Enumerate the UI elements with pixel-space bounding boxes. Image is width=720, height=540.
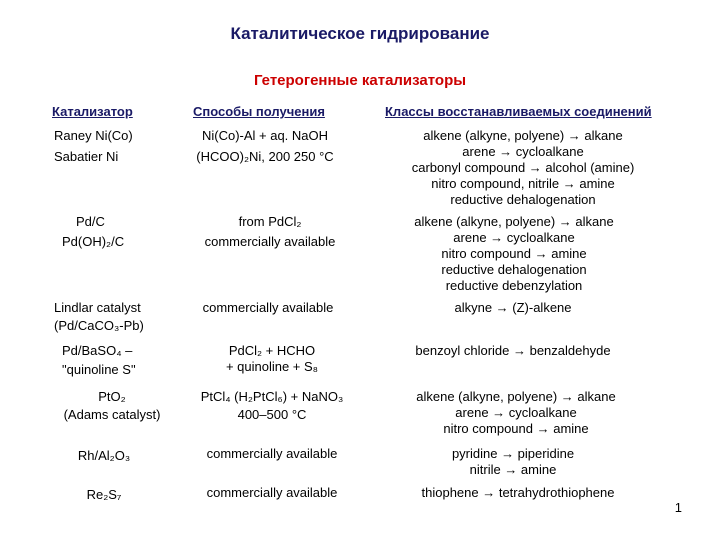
class-line: arene → cycloalkane [455,405,577,420]
classes-cell [366,389,666,437]
class-line: reductive dehalogenation [441,262,587,277]
class-line: arene → cycloalkane [453,230,575,245]
class-line: nitro compound, nitrile → amine [431,176,615,191]
classes-cell [363,300,663,316]
class-line: nitrile → amine [469,462,557,477]
preparation-cell [165,128,365,165]
catalyst-line: Pd/C [76,214,105,229]
preparation-line: 400–500 °C [237,407,307,422]
catalyst-line: (Pd/CaCO₃-Pb) [54,318,144,333]
preparation-line: PtCl₄ (H₂PtCl₆) + NaNO₃ [200,389,344,404]
catalyst-line: Lindlar catalyst [54,300,141,315]
preparation-cell [170,214,370,250]
catalyst-cell [32,389,192,423]
preparation-cell [172,485,372,501]
classes-cell [363,446,663,478]
catalyst-line: PtO₂ [98,389,126,404]
catalyst-line: Rh/Al₂O₃ [77,448,131,463]
preparation-line: commercially available [202,300,334,315]
class-line: pyridine → piperidine [451,446,575,461]
catalyst-line: Re₂S₇ [86,487,122,502]
catalyst-line: Raney Ni(Co) [54,128,133,143]
header-catalyst: Катализатор [52,104,133,119]
classes-cell [364,214,664,294]
preparation-line: commercially available [204,234,336,249]
classes-cell [363,343,663,359]
preparation-line: Ni(Co)-Al + aq. NaOH [201,128,329,143]
catalyst-line: Pd/BaSO₄ – [62,343,133,358]
class-line: alkene (alkyne, polyene) → alkane [416,389,616,404]
classes-cell [373,128,673,208]
class-line: alkyne → (Z)-alkene [454,300,572,315]
preparation-cell [168,300,368,316]
catalyst-line: Pd(OH)₂/C [62,234,125,249]
preparation-cell [172,446,372,462]
class-line: nitro compound → amine [441,246,587,261]
header-preparation: Способы получения [193,104,325,119]
page-subtitle: Гетерогенные катализаторы [253,72,467,89]
preparation-line: from PdCl₂ [238,214,302,229]
catalyst-line: (Adams catalyst) [63,407,161,422]
class-line: thiophene → tetrahydrothiophene [421,485,615,500]
preparation-cell [172,343,372,375]
preparation-line: (HCOO)₂Ni, 200 250 °C [196,149,334,164]
class-line: carbonyl compound → alcohol (amine) [411,160,635,175]
class-line: nitro compound → amine [443,421,589,436]
catalyst-line: Sabatier Ni [54,149,119,164]
preparation-cell [172,389,372,423]
classes-cell [368,485,668,501]
class-line: reductive debenzylation [445,278,583,293]
preparation-line: commercially available [206,485,338,500]
catalyst-cell [24,448,184,464]
preparation-line: PdCl₂ + HCHO [228,343,316,358]
class-line: benzoyl chloride → benzaldehyde [415,343,611,358]
class-line: alkene (alkyne, polyene) → alkane [423,128,623,143]
class-line: alkene (alkyne, polyene) → alkane [414,214,614,229]
class-line: arene → cycloalkane [462,144,584,159]
page-number: 1 [674,500,682,515]
page-title: Каталитическое гидрирование [230,24,490,43]
catalyst-cell [24,487,184,503]
preparation-line: + quinoline + S₈ [225,359,319,374]
class-line: reductive dehalogenation [450,192,596,207]
catalyst-line: "quinoline S" [62,362,136,377]
preparation-line: commercially available [206,446,338,461]
header-classes: Классы восстанавливаемых соединений [385,104,652,119]
